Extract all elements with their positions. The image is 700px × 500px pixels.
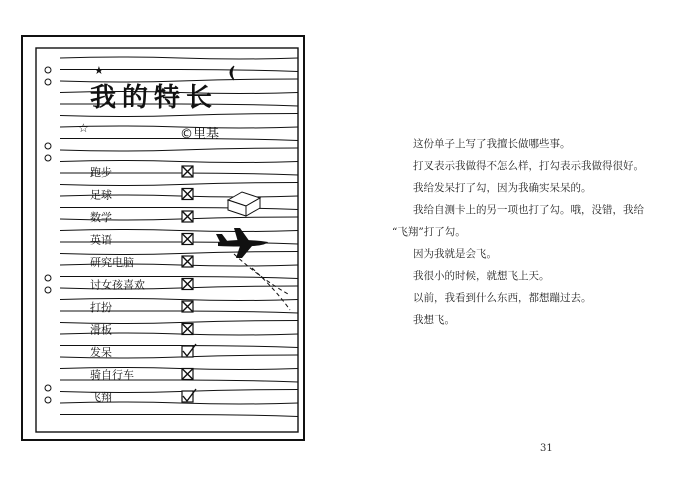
- notepad-illustration: [20, 28, 320, 448]
- story-line: “飞翔”打了勾。: [392, 226, 466, 238]
- story-line: 我给自测卡上的另一项也打了勾。哦，没错，我给: [413, 204, 644, 216]
- notepad-author: ©里基: [180, 127, 220, 142]
- binder-hole: [45, 79, 51, 85]
- star-icon: ★: [94, 64, 104, 77]
- skill-label: 讨女孩喜欢: [90, 278, 145, 292]
- story-line: 打叉表示我做得不怎么样，打勾表示我做得很好。: [413, 160, 644, 172]
- story-line: 因为我就是会飞。: [413, 248, 497, 260]
- notepad-title: 我的特长: [90, 83, 219, 113]
- star-outline-icon: ☆: [78, 121, 89, 135]
- binder-hole: [45, 67, 51, 73]
- story-line: 我很小的时候，就想飞上天。: [413, 270, 550, 282]
- skill-label: 跑步: [90, 166, 112, 179]
- story-line: 我想飞。: [413, 314, 455, 326]
- story-line: 这份单子上写了我擅长做哪些事。: [413, 138, 571, 150]
- skill-label: 滑板: [90, 323, 112, 337]
- skill-label: 数学: [90, 211, 112, 224]
- binder-hole: [45, 143, 51, 149]
- skill-label: 打扮: [90, 301, 112, 314]
- page-number: 31: [540, 443, 553, 454]
- story-line: 我给发呆打了勾，因为我确实呆呆的。: [413, 182, 592, 194]
- binder-hole: [45, 397, 51, 403]
- skill-label: 研究电脑: [90, 256, 134, 269]
- story-line: 以前，我看到什么东西，都想蹦过去。: [413, 292, 592, 304]
- binder-hole: [45, 155, 51, 161]
- notepad-drawing: [20, 28, 320, 448]
- skill-label: 足球: [90, 188, 112, 202]
- binder-hole: [45, 275, 51, 281]
- skill-label: 骑自行车: [90, 368, 134, 382]
- skill-label: 发呆: [90, 346, 112, 359]
- story-text: [392, 133, 692, 331]
- binder-hole: [45, 287, 51, 293]
- skill-label: 英语: [90, 233, 112, 247]
- binder-hole: [45, 385, 51, 391]
- skill-label: 飞翔: [90, 391, 112, 404]
